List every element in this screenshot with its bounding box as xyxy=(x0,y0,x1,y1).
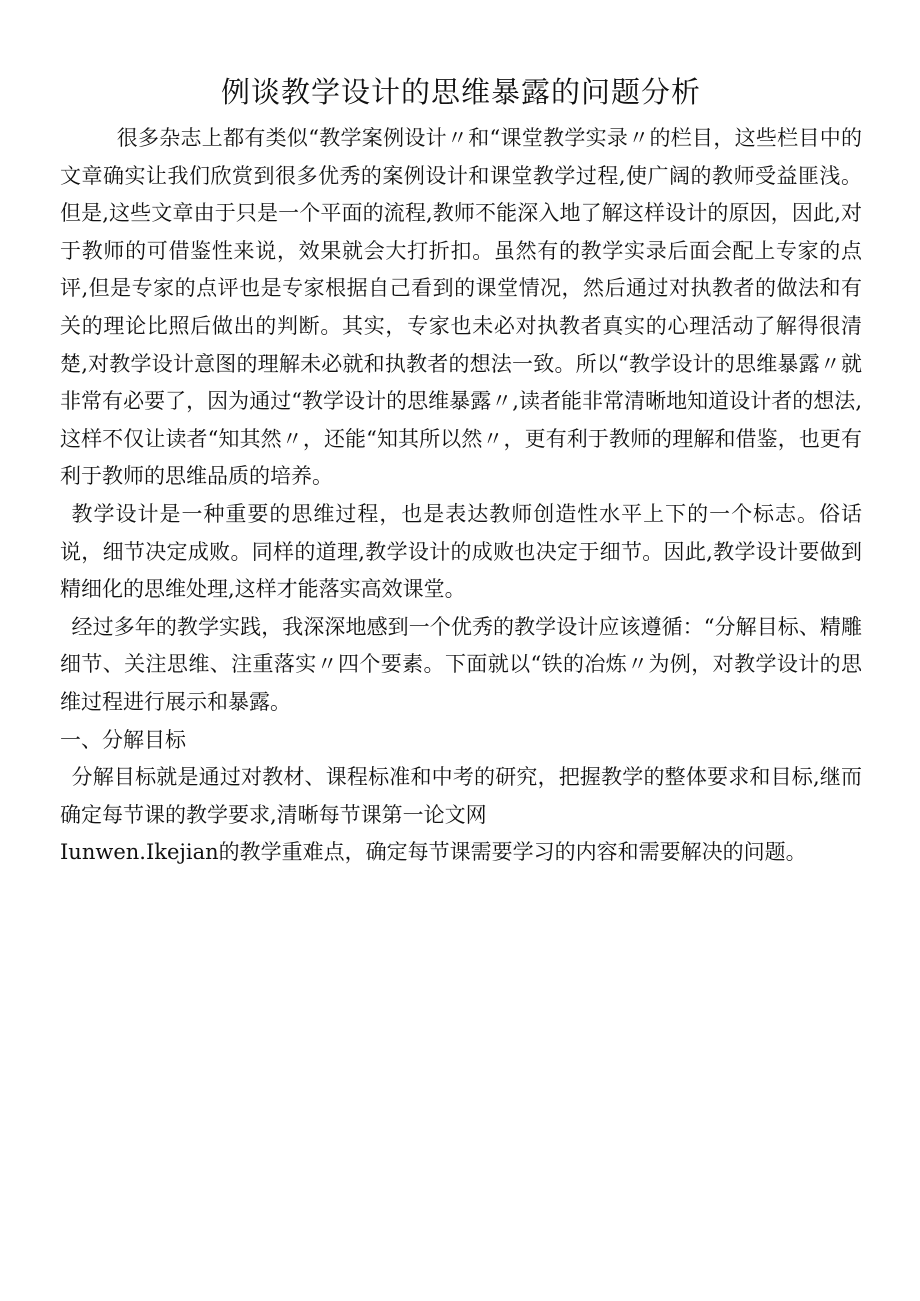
four-elements-paragraph: 经过多年的教学实践，我深深地感到一个优秀的教学设计应该遵循：“分解目标、精雕细节、关注思维、注重落实〃四个要素。下面就以“铁的冶炼〃为例，对教学设计的思维过程进行展示和暴露。 xyxy=(60,614,862,714)
document-page xyxy=(60,68,862,872)
section-heading-decompose-goals: 一、分解目标 xyxy=(60,727,186,752)
document-title: 例谈教学设计的思维暴露的问题分析 xyxy=(220,75,701,109)
section1-paragraph-part1: 分解目标就是通过对教材、课程标准和中考的研究，把握教学的整体要求和目标,继而确定每节课的教学要求,清晰每节课第一论文网 xyxy=(60,765,862,827)
intro-paragraph: 很多杂志上都有类似“教学案例设计〃和“课堂教学实录〃的栏目，这些栏目中的文章确实让我们欣赏到很多优秀的案例设计和课堂教学过程,使广阔的教师受益匪浅。但是,这些文章由于只是一个平面的流程,教师不能深入地了解这样设计的原因，因此,对于教师的可借鉴性来说，效果就会大打折扣。虽然有的教学实录后面会配上专家的点评,但是专家的点评也是专家根据自己看到的课堂情况，然后通过对执教者的做法和有关的理论比照后做出的判断。其实，专家也未必对执教者真实的心理活动了解得很清楚,对教学设计意图的理解未必就和执教者的想法一致。所以“教学设计的思维暴露〃就非常有必要了，因为通过“教学设计的思维暴露〃,读者能非常清晰地知道设计者的想法,这样不仅让读者“知其然〃，还能“知其所以然〃，更有利于教师的理解和借鉴，也更有利于教师的思维品质的培养。 xyxy=(60,126,862,489)
design-importance-paragraph: 教学设计是一种重要的思维过程，也是表达教师创造性水平上下的一个标志。俗话说，细节决定成败。同样的道理,教学设计的成败也决定于细节。因此,教学设计要做到精细化的思维处理,这样才能落实高效课堂。 xyxy=(60,501,862,602)
section1-paragraph-part2: Iunwen.Ikejian的教学重难点，确定每节课需要学习的内容和需要解决的问题。 xyxy=(60,840,807,865)
